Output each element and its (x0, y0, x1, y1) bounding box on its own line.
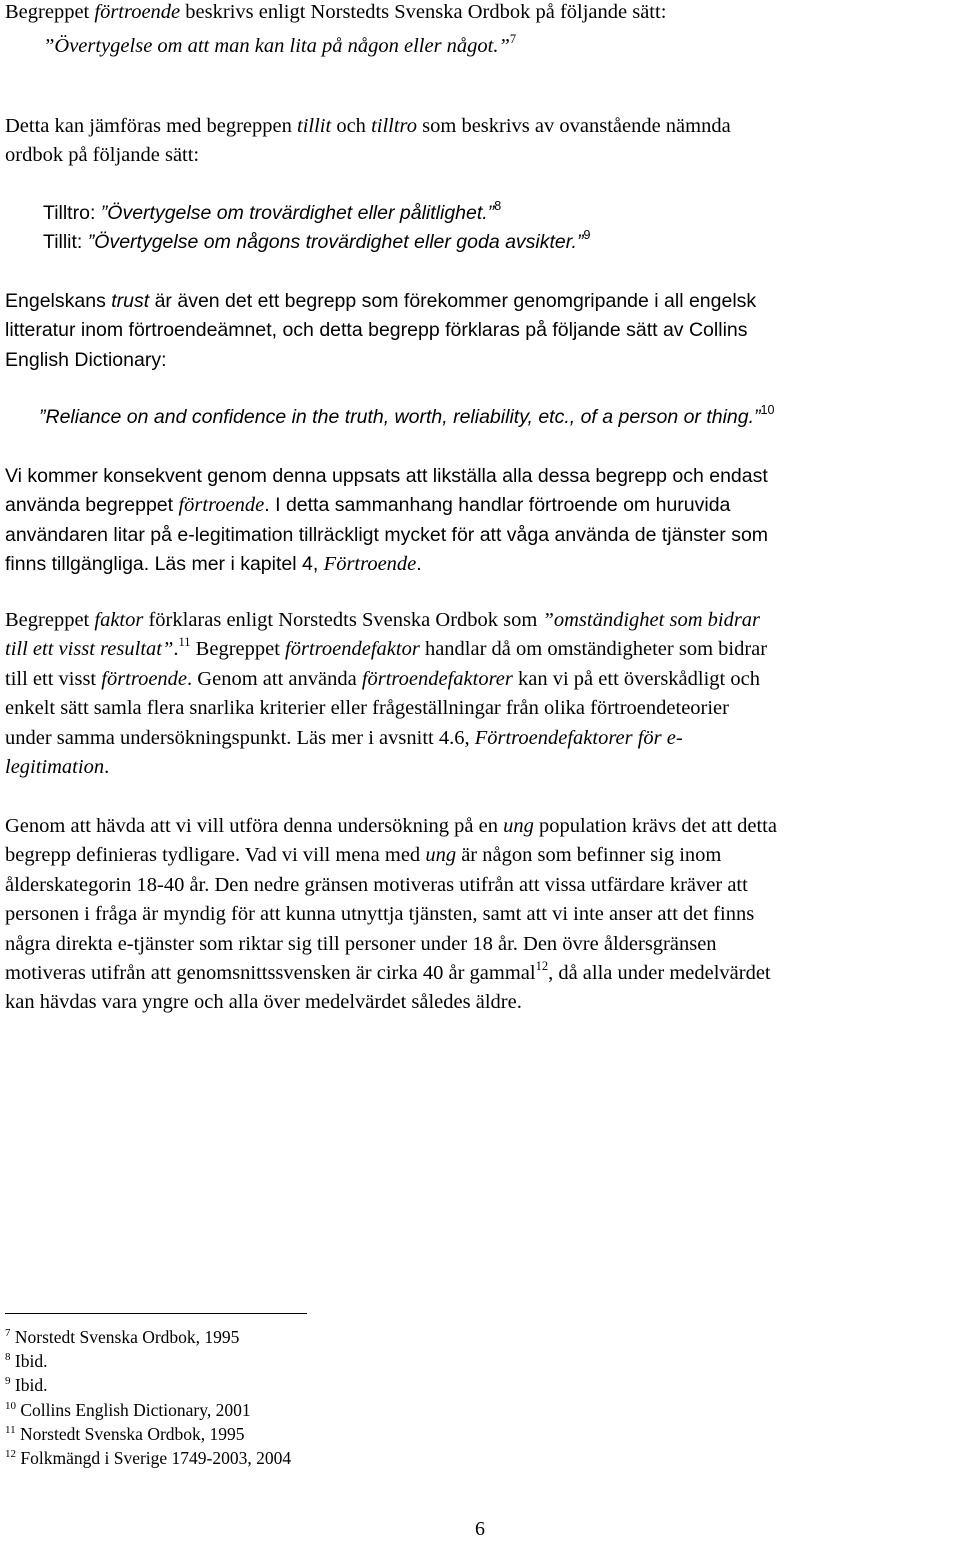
footnote-ref: 12 (535, 959, 549, 974)
text: Begreppet (190, 638, 286, 661)
footnote-number: 7 (5, 1327, 11, 1339)
footnote (5, 1325, 291, 1349)
text: begrepp definieras tydligare. Vad vi vill mena med (5, 844, 426, 867)
text: . I detta sammanhang handlar förtroende om huruvida (264, 494, 731, 517)
text-line: litteratur inom förtroendeämnet, och detta begrepp förklaras på följande sätt av Collins (5, 319, 748, 342)
footnote-number: 10 (5, 1399, 16, 1412)
text: handlar då om omständigheter som bidrar (419, 638, 768, 661)
footnote-text: Ibid. (14, 1375, 48, 1396)
emphasis: Förtroende (323, 553, 417, 576)
text-line (5, 550, 960, 579)
footnote-separator (5, 1313, 307, 1314)
text: är även det ett begrepp som förekommer genomgripande i all engelsk (149, 290, 757, 312)
footnote-ref: 7 (509, 32, 517, 47)
definition-tillit (5, 228, 960, 257)
text: Begreppet (5, 1, 95, 23)
footnote-ref: 10 (760, 403, 775, 418)
text-line (5, 287, 960, 316)
quote: till ett visst resultat” (5, 638, 174, 661)
text: . (173, 638, 179, 661)
emphasis: faktor (94, 609, 144, 631)
definitions-list (5, 199, 960, 258)
footnote-number: 8 (5, 1351, 11, 1364)
text: Detta kan jämföras med begreppen (5, 115, 298, 137)
paragraph-likstalla (5, 462, 960, 580)
text-line: kan hävdas vara yngre och alla över medelvärdet således äldre. (5, 991, 522, 1014)
quote: ”Övertygelse om trovärdighet eller pålitlighet.” (100, 202, 495, 224)
text: . (416, 553, 422, 576)
footnote-text: Ibid. (14, 1351, 48, 1372)
text-line: enkelt sätt samla flera snarlika kriterier eller frågeställningar från olika förtroendeteorier (5, 697, 729, 720)
emphasis: förtroende (178, 494, 265, 517)
text-line: användaren litar på e-legitimation tillräckligt mycket för att våga använda de tjänster som (5, 523, 769, 546)
text-line (5, 665, 960, 694)
text-line (5, 112, 960, 141)
text-line (5, 959, 960, 988)
text: som beskrivs av ovanstående nämnda (417, 115, 731, 137)
footnote-number: 11 (5, 1423, 16, 1436)
quote-line (5, 32, 960, 61)
emphasis: ung (503, 815, 534, 837)
emphasis: ung (425, 844, 457, 867)
text: till ett visst (5, 667, 102, 690)
quote: ”omständighet som bidrar (542, 609, 761, 631)
text-line (5, 0, 960, 27)
text-line: ordbok på följande sätt: (5, 144, 200, 167)
quote: ”Reliance on and confidence in the truth, worth, reliability, etc., of a person or thing.” (39, 406, 761, 429)
quote-line (5, 403, 960, 432)
text: . (104, 756, 110, 779)
emphasis: Förtroendefaktorer för e- (474, 726, 683, 749)
paragraph-ung-population (5, 812, 960, 1018)
emphasis: tillit (297, 115, 332, 137)
footnote (5, 1349, 291, 1373)
text: . Genom att använda (187, 667, 362, 690)
footnote-ref: 9 (583, 228, 591, 243)
emphasis: förtroendefaktor (285, 638, 420, 661)
text: Genom att hävda att vi vill utföra denna undersökning på en (5, 815, 504, 837)
footnote (5, 1398, 291, 1422)
text-line (5, 841, 960, 870)
text: Begreppet (5, 609, 95, 631)
text-line (5, 635, 960, 664)
text: är någon som befinner sig inom (456, 844, 722, 867)
text: under samma undersökningspunkt. Läs mer i avsnitt 4.6, (5, 726, 475, 749)
text-line (5, 753, 960, 782)
text: och (331, 115, 372, 137)
quote: ”Övertygelse om någons trovärdighet eller goda avsikter.” (87, 231, 584, 254)
text: motiveras utifrån att genomsnittssvensken är cirka 40 år gammal (5, 962, 536, 985)
footnote (5, 1422, 291, 1446)
text-line: ålderskategorin 18-40 år. Den nedre gränsen motiveras utifrån att vissa utfärdare kräver att (5, 873, 748, 896)
paragraph-trust (5, 287, 960, 433)
text: använda begreppet (5, 494, 179, 517)
definition-tilltro (5, 199, 960, 228)
paragraph-tillit-tilltro (5, 112, 960, 171)
quote: ”Övertygelse om att man kan lita på någon eller något.” (43, 35, 510, 58)
text-line: English Dictionary: (5, 348, 167, 371)
emphasis: förtroende (101, 667, 188, 690)
text: beskrivs enligt Norstedts Svenska Ordbok på följande sätt: (180, 1, 667, 23)
emphasis: tilltro (371, 115, 418, 137)
text-line: personen i fråga är myndig för att kunna utnyttja tjänsten, samt att vi inte anser att det finns (5, 903, 755, 926)
text-line: Vi kommer konsekvent genom denna uppsats att likställa alla dessa begrepp och endast (5, 465, 768, 487)
footnote-ref: 11 (178, 635, 191, 650)
page-number: 6 (475, 1518, 485, 1540)
text: , då alla under medelvärdet (548, 962, 771, 985)
term: Tilltro: (43, 202, 101, 224)
text: population krävs det att detta (533, 815, 777, 837)
footnote-ref: 8 (494, 199, 502, 213)
text-line (5, 812, 960, 841)
footnote-text: Norstedt Svenska Ordbok, 1995 (19, 1423, 245, 1444)
emphasis: förtroende (94, 1, 181, 23)
text-line: några direkta e-tjänster som riktar sig till personer under 18 år. Den övre åldersgränsen (5, 932, 717, 955)
text-line (5, 724, 960, 753)
paragraph-faktor (5, 606, 960, 782)
footnote (5, 1373, 291, 1397)
footnote-number: 9 (5, 1375, 11, 1388)
emphasis: legitimation (5, 756, 105, 779)
footnote-text: Norstedt Svenska Ordbok, 1995 (14, 1327, 240, 1347)
paragraph-fortroende-definition (5, 0, 960, 62)
text: finns tillgängliga. Läs mer i kapitel 4, (5, 553, 324, 576)
text-line (5, 491, 960, 520)
term: Tillit: (43, 231, 88, 254)
text-line (5, 606, 960, 635)
emphasis: trust (111, 290, 150, 312)
footnotes (5, 1325, 291, 1470)
footnote-text: Folkmängd i Sverige 1749-2003, 2004 (20, 1448, 292, 1469)
footnote-number: 12 (5, 1448, 16, 1461)
text: kan vi på ett överskådligt och (512, 667, 760, 690)
text: Engelskans (5, 290, 112, 312)
emphasis: förtroendefaktorer (361, 667, 513, 690)
text: förklaras enligt Norstedts Svenska Ordbok som (143, 609, 543, 631)
footnote (5, 1446, 291, 1470)
footnote-text: Collins English Dictionary, 2001 (20, 1399, 251, 1420)
